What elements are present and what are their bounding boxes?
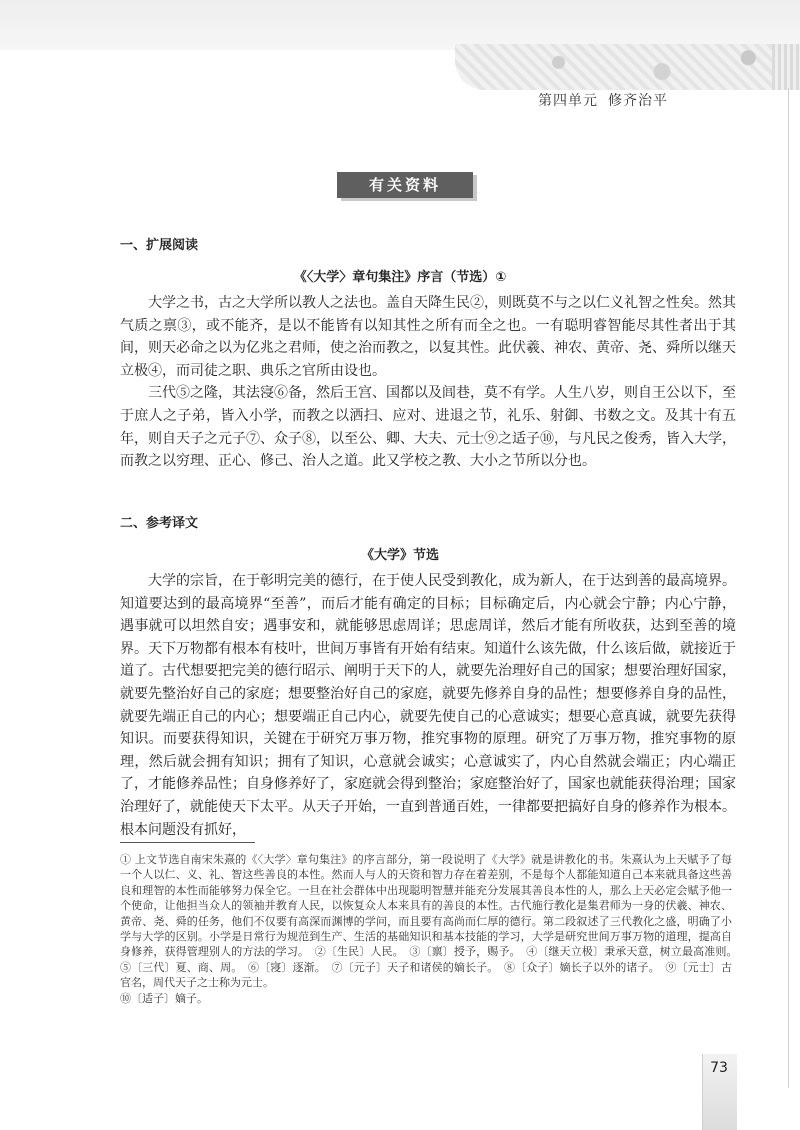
part2-heading: 二、参考译文 [120,516,199,531]
margin-rule [788,88,789,1088]
part1-body [120,292,736,473]
part1-paragraph-1: 大学之书，古之大学所以教人之法也。盖自天降生民②，则既莫不与之以仁义礼智之性矣。然其气质之禀③，或不能齐，是以不能皆有以知其性之所有而全之也。一有聪明睿智能尽其性者出于其间，则天必命之以为亿兆之君师，使之治而教之，以复其性。此伏羲、神农、黄帝、尧、舜所以继天立极④，而司徒之职、典乐之官所由设也。 [120,295,736,379]
part2-title: 《大学》节选 [360,548,439,563]
unit-name: 修齐治平 [608,93,668,109]
footnotes [120,852,743,1006]
top-band [0,0,800,50]
page-number: 73 [710,1060,728,1076]
part1-heading: 一、扩展阅读 [120,238,199,253]
running-header [538,90,668,110]
part1-paragraph-2: 三代⑤之隆，其法寖⑥备，然后王宫、国都以及闾巷，莫不有学。人生八岁，则自王公以下，至于庶人之子弟，皆入小学，而教之以洒扫、应对、进退之节，礼乐、射御、书数之文。及其十有五年，则自天子之元子⑦、众子⑧，以至公、卿、大夫、元士⑨之适子⑩，与凡民之俊秀，皆入大学，而教之以穷理、正心、修己、治人之道。此又学校之教、大小之节所以分也。 [120,385,736,470]
footnote-divider [120,842,255,843]
unit-label: 第四单元 [538,93,598,109]
part2-paragraph-1: 大学的宗旨，在于彰明完美的德行，在于使人民受到教化，成为新人，在于达到善的最高境界。知道要达到的最高境界“至善”，而后才能有确定的目标；目标确定后，内心就会宁静；内心宁静，遇事就可以坦然自安；遇事安和，就能够思虑周详；思虑周详，然后才能有所收获，达到至善的境界。天下万物都有根本有枝叶，世间万事皆有开始有结束。知道什么该先做，什么该后做，就接近于道了。古代想要把完美的德行昭示、阐明于天下的人，就要先治理好自己的国家；想要治理好国家，就要先整治好自己的家庭；想要整治好自己的家庭，就要先修养自身的品性；想要修养自身的品性，就要先端正自己的内心；想要端正自己内心，就要先使自己的心意诚实；想要心意真诚，就要先获得知识。而要获得知识，关键在于研究万事万物，推究事物的原理。研究了万事万物，推究事物的原理，然后就会拥有知识；拥有了知识，心意就会诚实；心意诚实了，内心自然就会端正；内心端正了，才能修养品性；自身修养好了，家庭就会得到整治；家庭整治好了，国家也就能获得治理；国家治理好了，就能使天下太平。从天子开始，一直到普通百姓，一律都要把搞好自身的修养作为根本。根本问题没有抓好， [120,573,736,838]
part1-title: 《〈大学〉章句集注》序言（节选）① [293,270,507,285]
section-title: 有关资料 [337,172,473,198]
part2-body [120,570,736,841]
header-ornament [455,44,800,90]
footnote-main: ① 上文节选自南宋朱熹的《〈大学〉章句集注》的序言部分，第一段说明了《大学》就是讲教化的书。朱熹认为上天赋予了每一个人以仁、义、礼、智这些善良的本性。然而人与人的天资和智力存在着差别，不是每个人都能知道自己本来就具备这些善良和理智的本性而能够努力保全它。一旦在社会群体中出现聪明智慧并能充分发展其善良本性的人，那么上天必定会赋予他一个使命，让他担当众人的领袖并教育人民，以恢复众人本来具有的善良的本性。古代施行教化是集君师为一身的伏羲、神农、黄帝、尧、舜的任务，他们不仅要有高深而渊博的学问，而且要有高尚而仁厚的德行。第二段叙述了三代教化之盛，明确了小学与大学的区别。小学是日常行为规范到生产、生活的基础知识和基本技能的学习，大学是研究世间万事万物的道理，提高自身修养，获得管理别人的方法的学习。 ②〔生民〕人民。 ③〔禀〕授予，赐予。 ④〔继天立极〕秉承天意，树立最高准则。 ⑤〔三代〕夏、商、周。 ⑥〔寖〕逐渐。 ⑦〔元子〕天子和诸侯的嫡长子。 ⑧〔众子〕嫡长子以外的诸子。 ⑨〔元士〕古官名，周代天子之士称为元士。 [120,853,743,990]
footnote-last: ⑩〔适子〕嫡子。 [120,991,208,1005]
